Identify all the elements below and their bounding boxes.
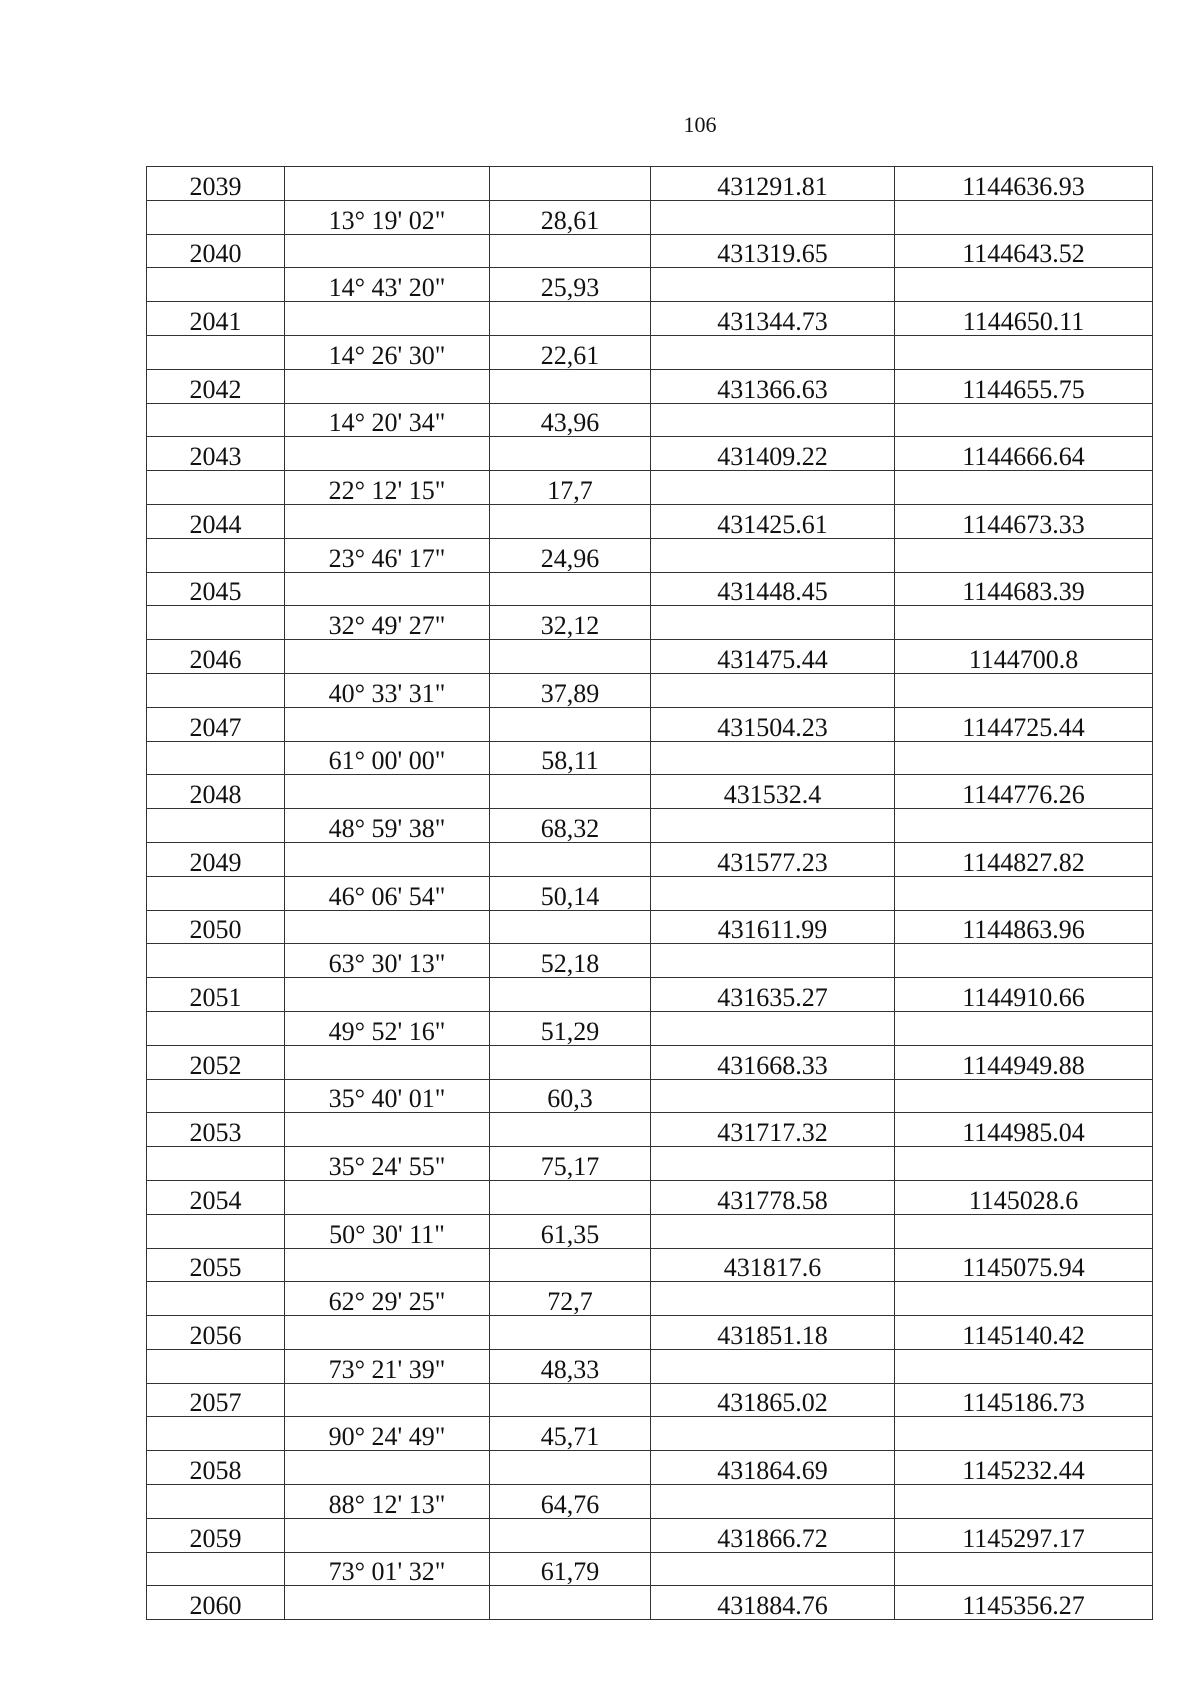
cell-distance: 17,7 bbox=[490, 471, 651, 505]
cell-y-coordinate: 1145297.17 bbox=[895, 1518, 1153, 1552]
cell-direction-angle bbox=[285, 1316, 490, 1350]
cell-point-number: 2055 bbox=[147, 1248, 285, 1282]
cell-direction-angle bbox=[285, 775, 490, 809]
cell-y-coordinate: 1144666.64 bbox=[895, 437, 1153, 471]
cell-x-coordinate bbox=[651, 200, 895, 234]
cell-direction-angle: 62° 29' 25" bbox=[285, 1282, 490, 1316]
cell-point-number bbox=[147, 876, 285, 910]
cell-point-number bbox=[147, 403, 285, 437]
table-row-segment bbox=[147, 1214, 1153, 1248]
cell-distance bbox=[490, 1045, 651, 1079]
cell-distance bbox=[490, 842, 651, 876]
cell-x-coordinate bbox=[651, 673, 895, 707]
cell-direction-angle: 49° 52' 16" bbox=[285, 1011, 490, 1045]
table-row-segment bbox=[147, 1282, 1153, 1316]
cell-point-number: 2052 bbox=[147, 1045, 285, 1079]
cell-direction-angle bbox=[285, 910, 490, 944]
table-row-segment bbox=[147, 1417, 1153, 1451]
cell-direction-angle bbox=[285, 369, 490, 403]
cell-y-coordinate bbox=[895, 1349, 1153, 1383]
cell-y-coordinate bbox=[895, 1147, 1153, 1181]
cell-point-number: 2054 bbox=[147, 1180, 285, 1214]
cell-x-coordinate: 431866.72 bbox=[651, 1518, 895, 1552]
cell-point-number: 2043 bbox=[147, 437, 285, 471]
cell-x-coordinate: 431851.18 bbox=[651, 1316, 895, 1350]
cell-distance: 50,14 bbox=[490, 876, 651, 910]
cell-distance: 61,35 bbox=[490, 1214, 651, 1248]
cell-point-number bbox=[147, 1079, 285, 1113]
table-row-segment bbox=[147, 403, 1153, 437]
table-row-point bbox=[147, 1451, 1153, 1485]
table-row-point bbox=[147, 707, 1153, 741]
cell-direction-angle: 14° 26' 30" bbox=[285, 335, 490, 369]
cell-x-coordinate bbox=[651, 809, 895, 843]
table-row-point bbox=[147, 302, 1153, 336]
cell-point-number: 2040 bbox=[147, 234, 285, 268]
cell-direction-angle: 40° 33' 31" bbox=[285, 673, 490, 707]
table-row-point bbox=[147, 1316, 1153, 1350]
cell-x-coordinate bbox=[651, 1214, 895, 1248]
cell-direction-angle bbox=[285, 302, 490, 336]
table-row-segment bbox=[147, 1011, 1153, 1045]
table-row-point bbox=[147, 234, 1153, 268]
cell-distance: 52,18 bbox=[490, 944, 651, 978]
cell-x-coordinate: 431448.45 bbox=[651, 572, 895, 606]
cell-x-coordinate: 431778.58 bbox=[651, 1180, 895, 1214]
cell-x-coordinate: 431319.65 bbox=[651, 234, 895, 268]
cell-distance: 60,3 bbox=[490, 1079, 651, 1113]
table-row-point bbox=[147, 369, 1153, 403]
cell-y-coordinate: 1144636.93 bbox=[895, 167, 1153, 201]
cell-point-number: 2041 bbox=[147, 302, 285, 336]
table-row-segment bbox=[147, 268, 1153, 302]
cell-x-coordinate bbox=[651, 876, 895, 910]
cell-point-number: 2053 bbox=[147, 1113, 285, 1147]
cell-distance bbox=[490, 302, 651, 336]
cell-distance bbox=[490, 167, 651, 201]
cell-y-coordinate: 1144910.66 bbox=[895, 978, 1153, 1012]
cell-x-coordinate: 431425.61 bbox=[651, 504, 895, 538]
cell-direction-angle bbox=[285, 1248, 490, 1282]
cell-x-coordinate bbox=[651, 268, 895, 302]
table-row-segment bbox=[147, 673, 1153, 707]
table-row-segment bbox=[147, 741, 1153, 775]
cell-y-coordinate: 1145186.73 bbox=[895, 1383, 1153, 1417]
cell-x-coordinate: 431577.23 bbox=[651, 842, 895, 876]
table-row-point bbox=[147, 167, 1153, 201]
cell-distance: 43,96 bbox=[490, 403, 651, 437]
cell-point-number bbox=[147, 335, 285, 369]
table-row-point bbox=[147, 1248, 1153, 1282]
cell-direction-angle bbox=[285, 1113, 490, 1147]
table-row-segment bbox=[147, 335, 1153, 369]
cell-point-number: 2058 bbox=[147, 1451, 285, 1485]
table-row-segment bbox=[147, 809, 1153, 843]
cell-x-coordinate: 431865.02 bbox=[651, 1383, 895, 1417]
cell-distance: 64,76 bbox=[490, 1485, 651, 1519]
cell-point-number bbox=[147, 1147, 285, 1181]
table-row-point bbox=[147, 1045, 1153, 1079]
cell-y-coordinate bbox=[895, 471, 1153, 505]
cell-direction-angle bbox=[285, 1383, 490, 1417]
table-row-point bbox=[147, 504, 1153, 538]
cell-x-coordinate: 431864.69 bbox=[651, 1451, 895, 1485]
cell-y-coordinate bbox=[895, 944, 1153, 978]
cell-direction-angle bbox=[285, 167, 490, 201]
cell-y-coordinate: 1144655.75 bbox=[895, 369, 1153, 403]
cell-direction-angle bbox=[285, 504, 490, 538]
cell-distance: 72,7 bbox=[490, 1282, 651, 1316]
cell-direction-angle bbox=[285, 842, 490, 876]
cell-x-coordinate bbox=[651, 1282, 895, 1316]
cell-direction-angle bbox=[285, 707, 490, 741]
cell-direction-angle bbox=[285, 1586, 490, 1620]
cell-point-number: 2046 bbox=[147, 640, 285, 674]
cell-y-coordinate bbox=[895, 1552, 1153, 1586]
cell-point-number bbox=[147, 1485, 285, 1519]
cell-direction-angle: 13° 19' 02" bbox=[285, 200, 490, 234]
cell-point-number bbox=[147, 741, 285, 775]
cell-distance: 68,32 bbox=[490, 809, 651, 843]
cell-distance bbox=[490, 640, 651, 674]
cell-distance: 61,79 bbox=[490, 1552, 651, 1586]
cell-direction-angle: 35° 24' 55" bbox=[285, 1147, 490, 1181]
cell-distance bbox=[490, 910, 651, 944]
cell-direction-angle: 90° 24' 49" bbox=[285, 1417, 490, 1451]
cell-point-number bbox=[147, 200, 285, 234]
cell-distance bbox=[490, 1180, 651, 1214]
cell-x-coordinate bbox=[651, 538, 895, 572]
cell-y-coordinate: 1144985.04 bbox=[895, 1113, 1153, 1147]
cell-distance: 37,89 bbox=[490, 673, 651, 707]
cell-distance bbox=[490, 1113, 651, 1147]
cell-x-coordinate bbox=[651, 1079, 895, 1113]
cell-y-coordinate bbox=[895, 403, 1153, 437]
coordinates-table bbox=[146, 166, 1153, 1620]
cell-distance: 22,61 bbox=[490, 335, 651, 369]
cell-direction-angle: 14° 43' 20" bbox=[285, 268, 490, 302]
cell-point-number bbox=[147, 1282, 285, 1316]
cell-y-coordinate: 1145075.94 bbox=[895, 1248, 1153, 1282]
cell-direction-angle bbox=[285, 234, 490, 268]
cell-y-coordinate: 1144776.26 bbox=[895, 775, 1153, 809]
cell-direction-angle: 46° 06' 54" bbox=[285, 876, 490, 910]
table-row-segment bbox=[147, 538, 1153, 572]
cell-y-coordinate bbox=[895, 673, 1153, 707]
cell-point-number bbox=[147, 1349, 285, 1383]
table-row-point bbox=[147, 775, 1153, 809]
cell-point-number: 2044 bbox=[147, 504, 285, 538]
table-row-segment bbox=[147, 1079, 1153, 1113]
table-row-segment bbox=[147, 471, 1153, 505]
cell-direction-angle: 63° 30' 13" bbox=[285, 944, 490, 978]
cell-point-number: 2051 bbox=[147, 978, 285, 1012]
cell-point-number bbox=[147, 538, 285, 572]
cell-x-coordinate bbox=[651, 335, 895, 369]
cell-distance: 45,71 bbox=[490, 1417, 651, 1451]
cell-x-coordinate bbox=[651, 1485, 895, 1519]
cell-y-coordinate bbox=[895, 606, 1153, 640]
cell-x-coordinate bbox=[651, 944, 895, 978]
cell-distance bbox=[490, 1451, 651, 1485]
cell-y-coordinate: 1144827.82 bbox=[895, 842, 1153, 876]
cell-distance: 75,17 bbox=[490, 1147, 651, 1181]
cell-direction-angle: 73° 01' 32" bbox=[285, 1552, 490, 1586]
table-row-point bbox=[147, 1518, 1153, 1552]
cell-x-coordinate bbox=[651, 741, 895, 775]
cell-x-coordinate bbox=[651, 1147, 895, 1181]
cell-direction-angle: 32° 49' 27" bbox=[285, 606, 490, 640]
table-row-segment bbox=[147, 1552, 1153, 1586]
cell-x-coordinate: 431504.23 bbox=[651, 707, 895, 741]
cell-direction-angle bbox=[285, 1045, 490, 1079]
cell-distance bbox=[490, 572, 651, 606]
cell-x-coordinate: 431344.73 bbox=[651, 302, 895, 336]
cell-direction-angle bbox=[285, 1518, 490, 1552]
cell-x-coordinate: 431884.76 bbox=[651, 1586, 895, 1620]
cell-point-number: 2050 bbox=[147, 910, 285, 944]
cell-y-coordinate bbox=[895, 1011, 1153, 1045]
cell-direction-angle bbox=[285, 437, 490, 471]
cell-distance bbox=[490, 978, 651, 1012]
cell-y-coordinate: 1145028.6 bbox=[895, 1180, 1153, 1214]
table-row-segment bbox=[147, 606, 1153, 640]
cell-y-coordinate bbox=[895, 1485, 1153, 1519]
cell-x-coordinate: 431291.81 bbox=[651, 167, 895, 201]
cell-distance: 48,33 bbox=[490, 1349, 651, 1383]
cell-y-coordinate: 1144863.96 bbox=[895, 910, 1153, 944]
cell-distance bbox=[490, 369, 651, 403]
table-row-segment bbox=[147, 876, 1153, 910]
cell-distance bbox=[490, 775, 651, 809]
cell-point-number: 2047 bbox=[147, 707, 285, 741]
cell-distance bbox=[490, 1248, 651, 1282]
cell-y-coordinate bbox=[895, 1214, 1153, 1248]
cell-y-coordinate: 1144683.39 bbox=[895, 572, 1153, 606]
cell-y-coordinate bbox=[895, 876, 1153, 910]
table-row-point bbox=[147, 1113, 1153, 1147]
cell-y-coordinate: 1144700.8 bbox=[895, 640, 1153, 674]
cell-x-coordinate: 431635.27 bbox=[651, 978, 895, 1012]
cell-y-coordinate: 1144643.52 bbox=[895, 234, 1153, 268]
cell-direction-angle: 14° 20' 34" bbox=[285, 403, 490, 437]
cell-y-coordinate bbox=[895, 200, 1153, 234]
cell-x-coordinate: 431611.99 bbox=[651, 910, 895, 944]
cell-y-coordinate: 1144949.88 bbox=[895, 1045, 1153, 1079]
cell-direction-angle bbox=[285, 1180, 490, 1214]
cell-x-coordinate bbox=[651, 1349, 895, 1383]
cell-point-number: 2039 bbox=[147, 167, 285, 201]
cell-y-coordinate: 1145356.27 bbox=[895, 1586, 1153, 1620]
cell-y-coordinate: 1145140.42 bbox=[895, 1316, 1153, 1350]
cell-x-coordinate: 431475.44 bbox=[651, 640, 895, 674]
cell-distance bbox=[490, 1518, 651, 1552]
cell-distance bbox=[490, 504, 651, 538]
cell-direction-angle: 35° 40' 01" bbox=[285, 1079, 490, 1113]
table-row-point bbox=[147, 842, 1153, 876]
cell-distance bbox=[490, 1316, 651, 1350]
cell-point-number: 2059 bbox=[147, 1518, 285, 1552]
cell-y-coordinate bbox=[895, 1282, 1153, 1316]
cell-point-number: 2045 bbox=[147, 572, 285, 606]
cell-point-number bbox=[147, 673, 285, 707]
cell-point-number bbox=[147, 1417, 285, 1451]
cell-point-number bbox=[147, 1011, 285, 1045]
cell-point-number bbox=[147, 268, 285, 302]
cell-distance bbox=[490, 437, 651, 471]
cell-distance: 24,96 bbox=[490, 538, 651, 572]
cell-x-coordinate: 431817.6 bbox=[651, 1248, 895, 1282]
cell-x-coordinate bbox=[651, 1011, 895, 1045]
cell-y-coordinate bbox=[895, 538, 1153, 572]
table-row-point bbox=[147, 572, 1153, 606]
cell-point-number: 2057 bbox=[147, 1383, 285, 1417]
table-row-point bbox=[147, 437, 1153, 471]
cell-distance: 58,11 bbox=[490, 741, 651, 775]
cell-distance bbox=[490, 234, 651, 268]
table-row-point bbox=[147, 1586, 1153, 1620]
cell-y-coordinate: 1144673.33 bbox=[895, 504, 1153, 538]
table-body bbox=[147, 167, 1153, 1620]
cell-x-coordinate: 431409.22 bbox=[651, 437, 895, 471]
cell-x-coordinate bbox=[651, 1552, 895, 1586]
table-row-point bbox=[147, 1180, 1153, 1214]
cell-direction-angle: 23° 46' 17" bbox=[285, 538, 490, 572]
page-number: 106 bbox=[683, 112, 717, 137]
table-row-point bbox=[147, 978, 1153, 1012]
cell-direction-angle bbox=[285, 572, 490, 606]
cell-point-number: 2060 bbox=[147, 1586, 285, 1620]
cell-distance: 28,61 bbox=[490, 200, 651, 234]
cell-direction-angle: 61° 00' 00" bbox=[285, 741, 490, 775]
cell-y-coordinate: 1145232.44 bbox=[895, 1451, 1153, 1485]
cell-point-number bbox=[147, 944, 285, 978]
cell-point-number bbox=[147, 1214, 285, 1248]
table-row-point bbox=[147, 1383, 1153, 1417]
table-row-segment bbox=[147, 1147, 1153, 1181]
cell-y-coordinate bbox=[895, 1079, 1153, 1113]
table-row-point bbox=[147, 910, 1153, 944]
table-row-segment bbox=[147, 1349, 1153, 1383]
cell-x-coordinate bbox=[651, 403, 895, 437]
cell-direction-angle: 48° 59' 38" bbox=[285, 809, 490, 843]
table-row-point bbox=[147, 640, 1153, 674]
cell-direction-angle bbox=[285, 978, 490, 1012]
cell-x-coordinate bbox=[651, 606, 895, 640]
cell-direction-angle: 50° 30' 11" bbox=[285, 1214, 490, 1248]
cell-direction-angle: 88° 12' 13" bbox=[285, 1485, 490, 1519]
cell-direction-angle bbox=[285, 1451, 490, 1485]
cell-x-coordinate: 431532.4 bbox=[651, 775, 895, 809]
cell-y-coordinate bbox=[895, 1417, 1153, 1451]
cell-y-coordinate: 1144725.44 bbox=[895, 707, 1153, 741]
cell-y-coordinate bbox=[895, 809, 1153, 843]
cell-point-number bbox=[147, 1552, 285, 1586]
cell-distance: 25,93 bbox=[490, 268, 651, 302]
cell-distance: 51,29 bbox=[490, 1011, 651, 1045]
cell-point-number: 2042 bbox=[147, 369, 285, 403]
cell-x-coordinate bbox=[651, 471, 895, 505]
cell-y-coordinate: 1144650.11 bbox=[895, 302, 1153, 336]
cell-direction-angle: 73° 21' 39" bbox=[285, 1349, 490, 1383]
cell-x-coordinate bbox=[651, 1417, 895, 1451]
cell-point-number: 2048 bbox=[147, 775, 285, 809]
cell-x-coordinate: 431668.33 bbox=[651, 1045, 895, 1079]
cell-point-number bbox=[147, 809, 285, 843]
cell-x-coordinate: 431717.32 bbox=[651, 1113, 895, 1147]
cell-distance bbox=[490, 707, 651, 741]
cell-direction-angle: 22° 12' 15" bbox=[285, 471, 490, 505]
cell-y-coordinate bbox=[895, 268, 1153, 302]
cell-y-coordinate bbox=[895, 741, 1153, 775]
cell-y-coordinate bbox=[895, 335, 1153, 369]
table-row-segment bbox=[147, 944, 1153, 978]
cell-point-number: 2056 bbox=[147, 1316, 285, 1350]
cell-point-number bbox=[147, 606, 285, 640]
table-row-segment bbox=[147, 200, 1153, 234]
table-row-segment bbox=[147, 1485, 1153, 1519]
cell-distance bbox=[490, 1383, 651, 1417]
cell-point-number bbox=[147, 471, 285, 505]
cell-distance bbox=[490, 1586, 651, 1620]
cell-point-number: 2049 bbox=[147, 842, 285, 876]
cell-distance: 32,12 bbox=[490, 606, 651, 640]
cell-direction-angle bbox=[285, 640, 490, 674]
cell-x-coordinate: 431366.63 bbox=[651, 369, 895, 403]
